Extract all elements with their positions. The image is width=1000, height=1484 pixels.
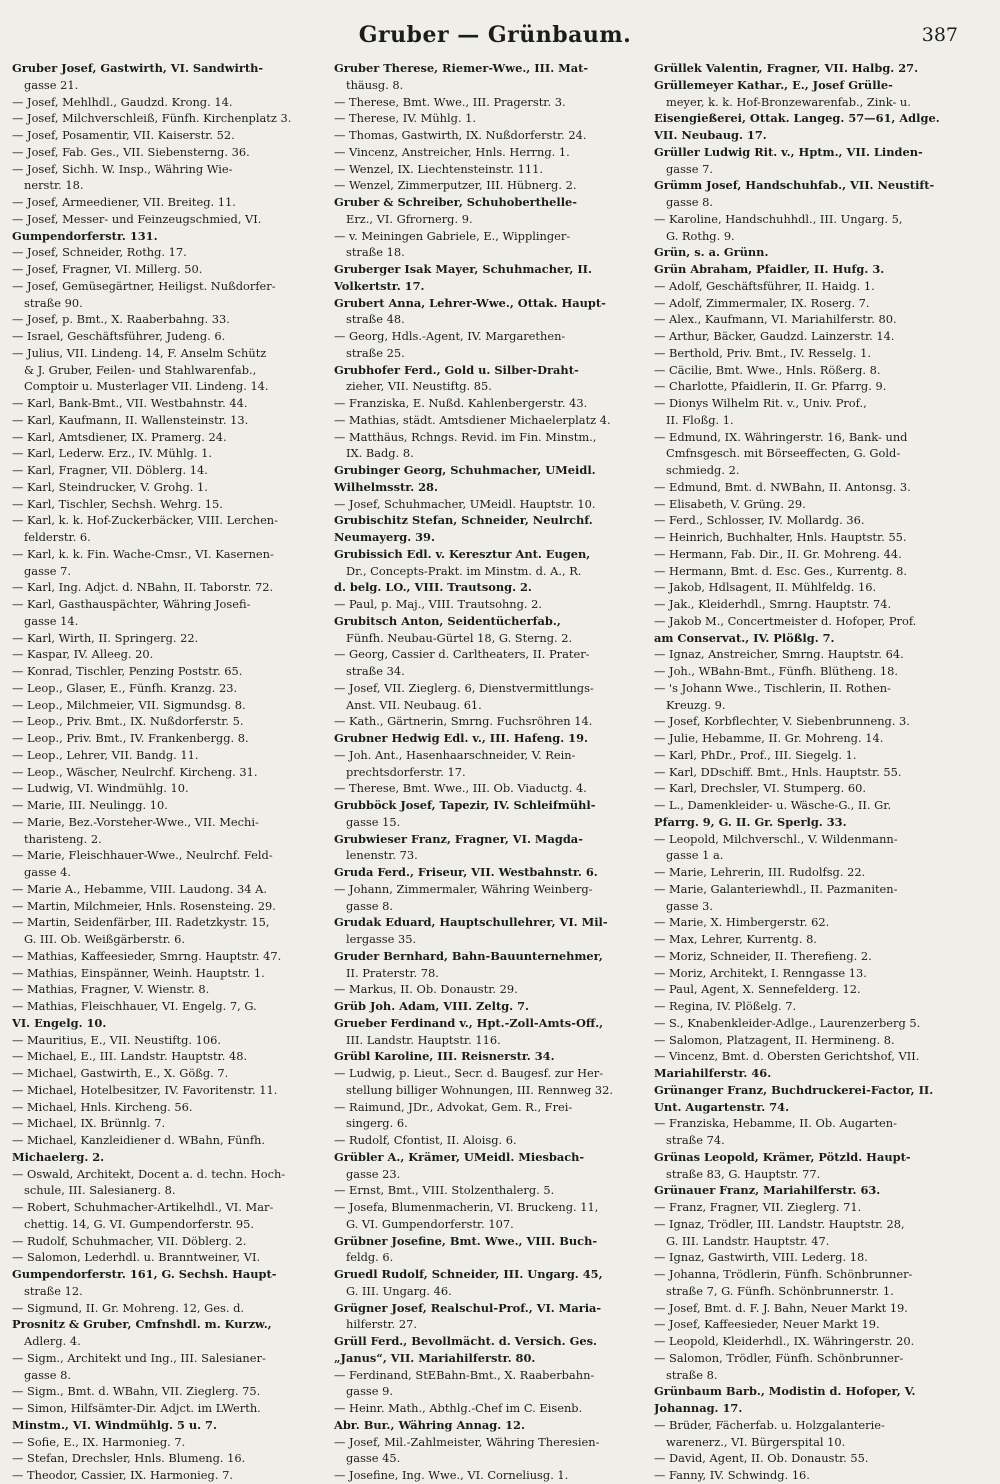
entry-line: — Michael, IX. Brünnlg. 7.	[12, 1116, 166, 1131]
entry-line: — Josef, Fragner, VI. Millerg. 50.	[12, 262, 203, 276]
entry-line: — Max, Lehrer, Kurrentg. 8.	[654, 932, 817, 946]
entry-line: straße 83, G. Hauptstr. 77.	[666, 1166, 821, 1181]
entry-line: — Josef, Posamentir, VII. Kaiserstr. 52.	[12, 128, 235, 142]
entry-line: gasse 3.	[666, 898, 714, 913]
entry-line: Grüb Joh. Adam, VIII. Zeltg. 7.	[334, 999, 529, 1013]
entry-line: gasse 9.	[346, 1384, 394, 1399]
entry-line: — Ludwig, VI. Windmühlg. 10.	[12, 781, 189, 796]
entry-line: Wilhelmsstr. 28.	[334, 479, 438, 494]
entry-line: — Vincenz, Bmt. d. Obersten Gerichtshof, VII.	[654, 1049, 920, 1064]
entry-line: Comptoir u. Musterlager VII. Lindeng. 14.	[24, 379, 269, 394]
entry-line: — Josef, Gemüsegärtner, Heiligst. Nußdorfer-	[12, 278, 276, 293]
entry-line: — Mathias, Fragner, V. Wienstr. 8.	[12, 982, 210, 997]
entry-line: Grümm Josef, Handschuhfab., VII. Neustift-	[654, 178, 935, 193]
entry-line: — Martin, Milchmeier, Hnls. Rosensteing. 29.	[12, 898, 276, 913]
entry-line: — Marie, Fleischhauer-Wwe., Neulrchf. Feld-	[12, 848, 273, 863]
entry-line: Gumpendorferstr. 161, G. Sechsh. Haupt-	[12, 1267, 277, 1281]
entry-line: Grünauer Franz, Mariahilferstr. 63.	[654, 1183, 881, 1198]
entry-line: — Sigmund, II. Gr. Mohreng. 12, Ges. d.	[12, 1300, 245, 1315]
entry-line: — Leopold, Milchverschl., V. Wildenmann-	[654, 831, 898, 846]
entry-line: — Ludwig, p. Lieut., Secr. d. Baugesf. zur Her-	[334, 1066, 604, 1080]
entry-line: gasse 4.	[24, 865, 72, 879]
entry-line: — Ignaz, Gastwirth, VIII. Lederg. 18.	[654, 1250, 868, 1265]
entry-line: „Janus“, VII. Mariahilferstr. 80.	[334, 1350, 536, 1365]
entry-line: G. Rothg. 9.	[666, 228, 735, 243]
entry-line: — Elisabeth, V. Grüng. 29.	[654, 496, 806, 511]
entry-line: — Josef, VII. Zieglerg. 6, Dienstvermittlungs-	[334, 680, 594, 695]
entry-line: — L., Damenkleider- u. Wäsche-G., II. Gr.	[654, 798, 892, 812]
entry-line: felderstr. 6.	[24, 530, 91, 544]
entry-line: meyer, k. k. Hof-Bronzewarenfab., Zink- u.	[666, 94, 911, 109]
entry-line: — Leop., Priv. Bmt., IX. Nußdorferstr. 5.	[12, 714, 244, 729]
entry-line: — David, Agent, II. Ob. Donaustr. 55.	[654, 1451, 869, 1466]
entry-line: — Johanna, Trödlerin, Fünfh. Schönbrunner-	[654, 1267, 913, 1281]
entry-line: — Edmund, IX. Währingerstr. 16, Bank- und	[654, 429, 908, 444]
entry-line: stellung billiger Wohnungen, III. Rennweg 32.	[346, 1082, 613, 1097]
entry-line: — Hermann, Bmt. d. Esc. Ges., Kurrentg. 8.	[654, 563, 908, 578]
entry-line: Gruber & Schreiber, Schuhoberthelle-	[334, 195, 578, 209]
entry-line: — Marie, Galanteriewhdl., II. Pazmaniten-	[654, 881, 898, 896]
entry-line: hilferstr. 27.	[346, 1317, 417, 1332]
entry-line: — Mauritius, E., VII. Neustiftg. 106.	[12, 1032, 221, 1047]
entry-line: Gruber Therese, Riemer-Wwe., III. Mat-	[334, 61, 589, 75]
entry-line: — Karl, Ing. Adjct. d. NBahn, II. Taborstr. 72.	[12, 580, 274, 595]
entry-line: — Salomon, Lederhdl. u. Branntweiner, VI.	[12, 1250, 261, 1265]
entry-line: — Franziska, Hebamme, II. Ob. Augarten-	[654, 1116, 897, 1131]
entry-line: — Leop., Wäscher, Neulrchf. Kircheng. 31.	[12, 764, 258, 779]
entry-line: — Karl, Drechsler, VI. Stumperg. 60.	[654, 781, 866, 796]
entry-line: Cmfnsgesch. mit Börseeffecten, G. Gold-	[666, 446, 901, 461]
entry-line: — Adolf, Geschäftsführer, II. Haidg. 1.	[654, 278, 875, 293]
entry-line: — Josefine, Ing. Wwe., VI. Corneliusg. 1.	[334, 1468, 569, 1482]
entry-line: — Joh. Ant., Hasenhaarschneider, V. Rein-	[334, 747, 576, 762]
entry-line: straße 12.	[24, 1283, 83, 1298]
entry-line: schmiedg. 2.	[666, 463, 740, 477]
entry-line: — Karl, k. k. Fin. Wache-Cmsr., VI. Kasernen-	[12, 546, 274, 561]
entry-line: — Simon, Hilfsämter-Dir. Adjct. im LWerth.	[12, 1401, 261, 1415]
entry-line: nerstr. 18.	[24, 178, 84, 193]
entry-line: — Leop., Lehrer, VII. Bandg. 11.	[12, 747, 199, 762]
entry-line: — Wenzel, IX. Liechtensteinstr. 111.	[334, 161, 544, 176]
column-2	[334, 60, 654, 1484]
entry-line: — Michael, E., III. Landstr. Hauptstr. 48.	[12, 1049, 248, 1064]
entry-line: — Josef, Kaffeesieder, Neuer Markt 19.	[654, 1317, 880, 1332]
entry-line: — Josef, Fab. Ges., VII. Siebensterng. 36.	[12, 144, 250, 159]
entry-line: — Dionys Wilhelm Rit. v., Univ. Prof.,	[654, 396, 867, 410]
entry-line: Volkertstr. 17.	[334, 278, 425, 293]
entry-line: — Julie, Hebamme, II. Gr. Mohreng. 14.	[654, 731, 884, 745]
entry-line: Grüllek Valentin, Fragner, VII. Halbg. 27.	[654, 61, 919, 75]
entry-line: gasse 8.	[666, 195, 714, 209]
entry-line: — Alex., Kaufmann, VI. Mariahilferstr. 80.	[654, 312, 897, 327]
entry-line: — Josef, Schneider, Rothg. 17.	[12, 245, 187, 260]
entry-line: Mariahilferstr. 46.	[654, 1066, 772, 1080]
entry-line: — Sigm., Bmt. d. WBahn, VII. Zieglerg. 75.	[12, 1384, 261, 1399]
entry-line: Gruber Josef, Gastwirth, VI. Sandwirth-	[12, 61, 264, 75]
column-3	[654, 60, 974, 1484]
entry-line: chettig. 14, G. VI. Gumpendorferstr. 95.	[24, 1216, 254, 1231]
entry-line: — Josef, Sichh. W. Insp., Währing Wie-	[12, 161, 233, 176]
entry-line: Grueber Ferdinand v., Hpt.-Zoll-Amts-Off.,	[334, 1015, 604, 1030]
entry-line: Erz., VI. Gfrornerg. 9.	[346, 211, 473, 226]
entry-line: — Michael, Hotelbesitzer, IV. Favoritenstr. 11.	[12, 1082, 278, 1097]
entry-line: — Michael, Gastwirth, E., X. Gößg. 7.	[12, 1066, 229, 1080]
entry-line: zieher, VII. Neustiftg. 85.	[346, 379, 492, 394]
entry-line: — Karl, k. k. Hof-Zuckerbäcker, VIII. Lerchen-	[12, 513, 278, 528]
entry-line: gasse 15.	[346, 814, 401, 829]
entry-line: — Edmund, Bmt. d. NWBahn, II. Antonsg. 3.	[654, 479, 911, 494]
entry-line: — Marie, III. Neulingg. 10.	[12, 798, 168, 812]
entry-line: Michaelerg. 2.	[12, 1149, 105, 1164]
entry-line: — Josef, Mil.-Zahlmeister, Währing Theresien-	[334, 1434, 600, 1449]
entry-line: Dr., Concepts-Prakt. im Minstm. d. A., R.	[346, 563, 582, 578]
entry-line: Fünfh. Neubau-Gürtel 18, G. Sterng. 2.	[346, 630, 573, 645]
entry-line: lenenstr. 73.	[346, 848, 418, 863]
entry-line: — Therese, Bmt. Wwe., III. Pragerstr. 3.	[334, 94, 566, 109]
entry-line: straße 48.	[346, 312, 405, 327]
entry-line: — Karl, Tischler, Sechsh. Wehrg. 15.	[12, 496, 223, 511]
entry-line: — Sigm., Architekt und Ing., III. Salesianer-	[12, 1350, 266, 1365]
entry-line: — Mathias, Einspänner, Weinh. Hauptstr. 1.	[12, 965, 265, 980]
entry-line: — Karl, PhDr., Prof., III. Siegelg. 1.	[654, 747, 857, 762]
entry-line: tharisteng. 2.	[24, 831, 102, 846]
entry-line: — Josef, Messer- und Feinzeugschmied, VI.	[12, 211, 262, 226]
entry-line: — Hermann, Fab. Dir., II. Gr. Mohreng. 44.	[654, 546, 902, 561]
entry-line: Grübner Josefine, Bmt. Wwe., VIII. Buch-	[334, 1233, 598, 1248]
entry-line: — Leopold, Kleiderhdl., IX. Währingerstr. 20.	[654, 1334, 915, 1348]
entry-line: Grubinger Georg, Schuhmacher, UMeidl.	[334, 463, 596, 477]
entry-line: — Vincenz, Anstreicher, Hnls. Herrng. 1.	[334, 144, 570, 159]
entry-line: G. III. Landstr. Hauptstr. 47.	[666, 1233, 830, 1248]
entry-line: Adlerg. 4.	[24, 1334, 81, 1348]
entry-line: — Karoline, Handschuhhdl., III. Ungarg. 5,	[654, 211, 903, 226]
entry-line: straße 34.	[346, 664, 405, 678]
entry-line: — Ignaz, Trödler, III. Landstr. Hauptstr. 28,	[654, 1216, 905, 1231]
entry-line: — Marie, Bez.-Vorsteher-Wwe., VII. Mechi-	[12, 814, 259, 829]
entry-line: Minstm., VI. Windmühlg. 5 u. 7.	[12, 1417, 217, 1432]
entry-line: — Josefa, Blumenmacherin, VI. Bruckeng. 11,	[334, 1200, 599, 1214]
page-header	[0, 22, 1000, 56]
entry-line: VII. Neubaug. 17.	[654, 128, 767, 142]
entry-line: — Johann, Zimmermaler, Währing Weinberg-	[334, 881, 593, 896]
entry-line: — Marie A., Hebamme, VIII. Laudong. 34 A.	[12, 881, 267, 896]
entry-line: — Konrad, Tischler, Penzing Poststr. 65.	[12, 664, 243, 678]
entry-line: — Marie, X. Himbergerstr. 62.	[654, 915, 830, 930]
entry-line: — Josef, p. Bmt., X. Raaberbahng. 33.	[12, 312, 230, 327]
entry-line: Grübler A., Krämer, UMeidl. Miesbach-	[334, 1149, 585, 1164]
entry-line: straße 18.	[346, 245, 405, 260]
entry-line: Grüller Ludwig Rit. v., Hptm., VII. Linden-	[654, 144, 923, 159]
entry-line: straße 7, G. Fünfh. Schönbrunnerstr. 1.	[666, 1283, 894, 1298]
entry-line: — Jakob M., Concertmeister d. Hofoper, Prof.	[654, 613, 917, 628]
entry-line: — Josef, Korbflechter, V. Siebenbrunneng. 3.	[654, 714, 910, 729]
entry-line: — Leop., Glaser, E., Fünfh. Kranzg. 23.	[12, 680, 238, 695]
entry-line: Neumayerg. 39.	[334, 530, 435, 544]
entry-line: — Karl, Gasthauspächter, Währing Josefi-	[12, 597, 251, 611]
entry-line: gasse 8.	[346, 898, 394, 913]
entry-line: — Karl, Kaufmann, II. Wallensteinstr. 13.	[12, 412, 249, 427]
entry-line: Anst. VII. Neubaug. 61.	[346, 697, 482, 712]
entry-line: Gruda Ferd., Friseur, VII. Westbahnstr. 6.	[334, 865, 598, 879]
entry-line: Grünas Leopold, Krämer, Pötzld. Haupt-	[654, 1149, 911, 1164]
entry-line: — Charlotte, Pfaidlerin, II. Gr. Pfarrg. 9.	[654, 379, 887, 394]
entry-line: Johannag. 17.	[654, 1401, 743, 1415]
entry-line: Unt. Augartenstr. 74.	[654, 1099, 790, 1114]
entry-line: III. Landstr. Hauptstr. 116.	[346, 1032, 501, 1047]
entry-line: schule, III. Salesianerg. 8.	[24, 1183, 176, 1198]
entry-line: Grubwieser Franz, Fragner, VI. Magda-	[334, 831, 583, 846]
entry-line: gasse 14.	[24, 613, 79, 628]
entry-line: — Josef, Mehlhdl., Gaudzd. Krong. 14.	[12, 94, 233, 109]
entry-line: gasse 7.	[666, 161, 714, 176]
entry-line: straße 8.	[666, 1367, 718, 1382]
entry-line: — Franziska, E. Nußd. Kahlenbergerstr. 43.	[334, 396, 588, 410]
entry-line: G. III. Ob. Weißgärberstr. 6.	[24, 932, 186, 946]
entry-line: gasse 45.	[346, 1451, 401, 1466]
entry-line: Kreuzg. 9.	[666, 697, 726, 712]
entry-line: thäusg. 8.	[346, 77, 404, 92]
entry-line: — Robert, Schuhmacher-Artikelhdl., VI. Mar-	[12, 1200, 274, 1214]
entry-line: Grubböck Josef, Tapezir, IV. Schleifmühl-	[334, 798, 596, 812]
entry-line: — Regina, IV. Plößelg. 7.	[654, 999, 797, 1013]
entry-line: Grubissich Edl. v. Keresztur Ant. Eugen,	[334, 546, 591, 561]
entry-line: — Martin, Seidenfärber, III. Radetzkystr. 15,	[12, 915, 270, 930]
entry-line: — Kath., Gärtnerin, Smrng. Fuchsröhren 14.	[334, 714, 593, 729]
entry-line: G. III. Ungarg. 46.	[346, 1283, 452, 1298]
entry-line: — Mathias, Fleischhauer, VI. Engelg. 7, G.	[12, 999, 257, 1013]
entry-line: — Jak., Kleiderhdl., Smrng. Hauptstr. 74.	[654, 597, 892, 611]
entry-line: — Karl, Bank-Bmt., VII. Westbahnstr. 44.	[12, 396, 248, 410]
entry-line: G. VI. Gumpendorferstr. 107.	[346, 1216, 514, 1231]
entry-line: — Heinr. Math., Abthlg.-Chef im C. Eisenb.	[334, 1401, 583, 1415]
entry-line: Gumpendorferstr. 131.	[12, 228, 158, 243]
entry-line: — Josef, Milchverschleiß, Fünfh. Kirchenplatz 3.	[12, 111, 292, 126]
entry-line: — Ernst, Bmt., VIII. Stolzenthalerg. 5.	[334, 1183, 555, 1198]
entry-line: Gruberger Isak Mayer, Schuhmacher, II.	[334, 262, 592, 276]
entry-line: — Josef, Armeediener, VII. Breiteg. 11.	[12, 195, 236, 209]
entry-line: — Brüder, Fächerfab. u. Holzgalanterie-	[654, 1417, 885, 1432]
entry-line: & J. Gruber, Feilen- und Stahlwarenfab.,	[24, 362, 257, 377]
entry-line: gasse 23.	[346, 1166, 401, 1181]
entry-line: — Therese, Bmt. Wwe., III. Ob. Viaductg. 4.	[334, 781, 587, 796]
entry-line: Grubischitz Stefan, Schneider, Neulrchf.	[334, 513, 593, 528]
entry-line: — Karl, Wirth, II. Springerg. 22.	[12, 630, 199, 645]
entry-line: Grubert Anna, Lehrer-Wwe., Ottak. Haupt-	[334, 295, 606, 310]
entry-line: — Moriz, Architekt, I. Renngasse 13.	[654, 965, 867, 980]
entry-line: — Sofie, E., IX. Harmonieg. 7.	[12, 1434, 186, 1449]
entry-line: — Karl, Lederw. Erz., IV. Mühlg. 1.	[12, 446, 213, 461]
entry-line: — Paul, p. Maj., VIII. Trautsohng. 2.	[334, 597, 543, 611]
entry-line: gasse 21.	[24, 77, 79, 92]
entry-line: — Joh., WBahn-Bmt., Fünfh. Blütheng. 18.	[654, 664, 898, 678]
entry-line: — Theodor, Cassier, IX. Harmonieg. 7.	[12, 1468, 233, 1482]
entry-line: gasse 1 a.	[666, 848, 724, 863]
entry-line: — Adolf, Zimmermaler, IX. Roserg. 7.	[654, 295, 870, 310]
entry-line: — Salomon, Platzagent, II. Hermineng. 8.	[654, 1032, 895, 1047]
entry-line: Grudak Eduard, Hauptschullehrer, VI. Mil-	[334, 915, 608, 930]
entry-line: straße 90.	[24, 295, 83, 310]
entry-line: singerg. 6.	[346, 1116, 408, 1131]
column-1	[12, 60, 332, 1484]
entry-line: feldg. 6.	[346, 1250, 394, 1265]
entry-line: Grubitsch Anton, Seidentücherfab.,	[334, 613, 561, 628]
entry-line: Prosnitz & Gruber, Cmfnshdl. m. Kurzw.,	[12, 1317, 272, 1332]
entry-line: Eisengießerei, Ottak. Langeg. 57—61, Adlge.	[654, 111, 940, 126]
entry-line: Grünanger Franz, Buchdruckerei-Factor, II.	[654, 1082, 934, 1097]
entry-line: — Thomas, Gastwirth, IX. Nußdorferstr. 24.	[334, 128, 587, 142]
entry-line: Grübl Karoline, III. Reisnerstr. 34.	[334, 1049, 555, 1064]
entry-line: — Michael, Hnls. Kircheng. 56.	[12, 1099, 193, 1114]
entry-line: Abr. Bur., Währing Annag. 12.	[334, 1417, 525, 1432]
entry-line: — 's Johann Wwe., Tischlerin, II. Rothen-	[654, 680, 891, 695]
entry-line: — Rudolf, Schuhmacher, VII. Döblerg. 2.	[12, 1233, 247, 1248]
entry-line: d. belg. LO., VIII. Trautsong. 2.	[334, 580, 532, 595]
entry-line: — Karl, DDschiff. Bmt., Hnls. Hauptstr. 55.	[654, 764, 902, 779]
entry-line: Grün Abraham, Pfaidler, II. Hufg. 3.	[654, 262, 885, 276]
entry-line: — Raimund, JDr., Advokat, Gem. R., Frei-	[334, 1099, 573, 1114]
entry-line: — Israel, Geschäftsführer, Judeng. 6.	[12, 329, 226, 343]
entry-line: Pfarrg. 9, G. II. Gr. Sperlg. 33.	[654, 814, 847, 829]
entry-line: — Mathias, städt. Amtsdiener Michaelerplatz 4.	[334, 412, 611, 427]
entry-line: prechtsdorferstr. 17.	[346, 764, 466, 779]
entry-line: — Mathias, Kaffeesieder, Smrng. Hauptstr. 47.	[12, 948, 282, 963]
running-head-title: Gruber — Grünbaum.	[358, 22, 632, 48]
entry-line: — Karl, Fragner, VII. Döblerg. 14.	[12, 463, 208, 477]
entry-line: — Heinrich, Buchhalter, Hnls. Hauptstr. 55.	[654, 530, 907, 544]
entry-line: IX. Badg. 8.	[346, 446, 414, 461]
entry-line: II. Floßg. 1.	[666, 412, 734, 427]
entry-line: — Cäcilie, Bmt. Wwe., Hnls. Rößerg. 8.	[654, 362, 881, 377]
entry-line: Grubner Hedwig Edl. v., III. Hafeng. 19.	[334, 731, 588, 745]
entry-line: — Franz, Fragner, VII. Zieglerg. 71.	[654, 1200, 862, 1214]
entry-line: — Oswald, Architekt, Docent a. d. techn. Hoch-	[12, 1166, 286, 1181]
entry-line: — Paul, Agent, X. Sennefelderg. 12.	[654, 982, 861, 997]
entry-line: — Berthold, Priv. Bmt., IV. Resselg. 1.	[654, 345, 871, 360]
entry-line: — Salomon, Trödler, Fünfh. Schönbrunner-	[654, 1350, 904, 1365]
entry-line: — Stefan, Drechsler, Hnls. Blumeng. 16.	[12, 1451, 246, 1466]
entry-line: — Therese, IV. Mühlg. 1.	[334, 111, 477, 126]
entry-line: — Karl, Amtsdiener, IX. Pramerg. 24.	[12, 429, 227, 444]
entry-line: straße 74.	[666, 1133, 725, 1147]
entry-line: — Josef, Bmt. d. F. J. Bahn, Neuer Markt 19.	[654, 1300, 908, 1315]
entry-line: Grün, s. a. Grünn.	[654, 245, 769, 260]
entry-line: Grüll Ferd., Bevollmächt. d. Versich. Ges.	[334, 1334, 597, 1348]
page-number: 387	[921, 24, 958, 46]
entry-line: — Georg, Hdls.-Agent, IV. Margarethen-	[334, 329, 566, 343]
entry-line: Gruedl Rudolf, Schneider, III. Ungarg. 45,	[334, 1267, 603, 1281]
entry-line: Gruder Bernhard, Bahn-Bauunternehmer,	[334, 948, 603, 963]
entry-line: — Markus, II. Ob. Donaustr. 29.	[334, 982, 518, 997]
entry-line: — Kaspar, IV. Alleeg. 20.	[12, 647, 154, 662]
entry-line: warenerz., VI. Bürgerspital 10.	[666, 1434, 846, 1449]
entry-line: — S., Knabenkleider-Adlge., Laurenzerberg 5.	[654, 1015, 921, 1030]
entry-line: — Arthur, Bäcker, Gaudzd. Lainzerstr. 14.	[654, 329, 895, 343]
entry-line: — Matthäus, Rchngs. Revid. im Fin. Minstm.,	[334, 429, 597, 444]
entry-line: — Rudolf, Cfontist, II. Aloisg. 6.	[334, 1133, 517, 1147]
entry-line: VI. Engelg. 10.	[12, 1015, 107, 1030]
entry-line: — Ferd., Schlosser, IV. Mollardg. 36.	[654, 513, 865, 528]
entry-line: — Josef, Schuhmacher, UMeidl. Hauptstr. 10.	[334, 496, 596, 511]
entry-line: — Ignaz, Anstreicher, Smrng. Hauptstr. 64.	[654, 647, 904, 662]
entry-line: am Conservat., IV. Plößlg. 7.	[654, 630, 835, 645]
entry-line: Grünbaum Barb., Modistin d. Hofoper, V.	[654, 1384, 916, 1399]
entry-line: — Michael, Kanzleidiener d. WBahn, Fünfh.	[12, 1133, 265, 1147]
entry-line: — Julius, VII. Lindeng. 14, F. Anselm Schütz	[12, 345, 267, 360]
entry-line: — Leop., Milchmeier, VII. Sigmundsg. 8.	[12, 697, 246, 712]
entry-line: — Georg, Cassier d. Carltheaters, II. Prater-	[334, 647, 590, 662]
entry-line: lergasse 35.	[346, 932, 417, 946]
entry-line: — Karl, Steindrucker, V. Grohg. 1.	[12, 479, 208, 494]
entry-line: — Leop., Priv. Bmt., IV. Frankenbergg. 8.	[12, 731, 249, 745]
entry-line: gasse 8.	[24, 1367, 72, 1382]
entry-line: — Wenzel, Zimmerputzer, III. Hübnerg. 2.	[334, 178, 577, 193]
entry-line: gasse 7.	[24, 563, 72, 578]
entry-line: — Jakob, Hdlsagent, II. Mühlfeldg. 16.	[654, 580, 877, 595]
entry-line: — Ferdinand, StEBahn-Bmt., X. Raaberbahn-	[334, 1367, 595, 1382]
entry-line: straße 25.	[346, 345, 405, 360]
entry-line: — Fanny, IV. Schwindg. 16.	[654, 1468, 810, 1482]
entry-line: — Moriz, Schneider, II. Therefieng. 2.	[654, 948, 872, 963]
entry-line: — v. Meiningen Gabriele, E., Wipplinger-	[334, 228, 571, 243]
entry-line: Grüllemeyer Kathar., E., Josef Grülle-	[654, 77, 893, 92]
entry-line: II. Praterstr. 78.	[346, 965, 439, 980]
entry-line: Grubhofer Ferd., Gold u. Silber-Draht-	[334, 362, 579, 377]
entry-line: — Marie, Lehrerin, III. Rudolfsg. 22.	[654, 865, 866, 879]
entry-line: Grügner Josef, Realschul-Prof., VI. Maria-	[334, 1300, 602, 1315]
